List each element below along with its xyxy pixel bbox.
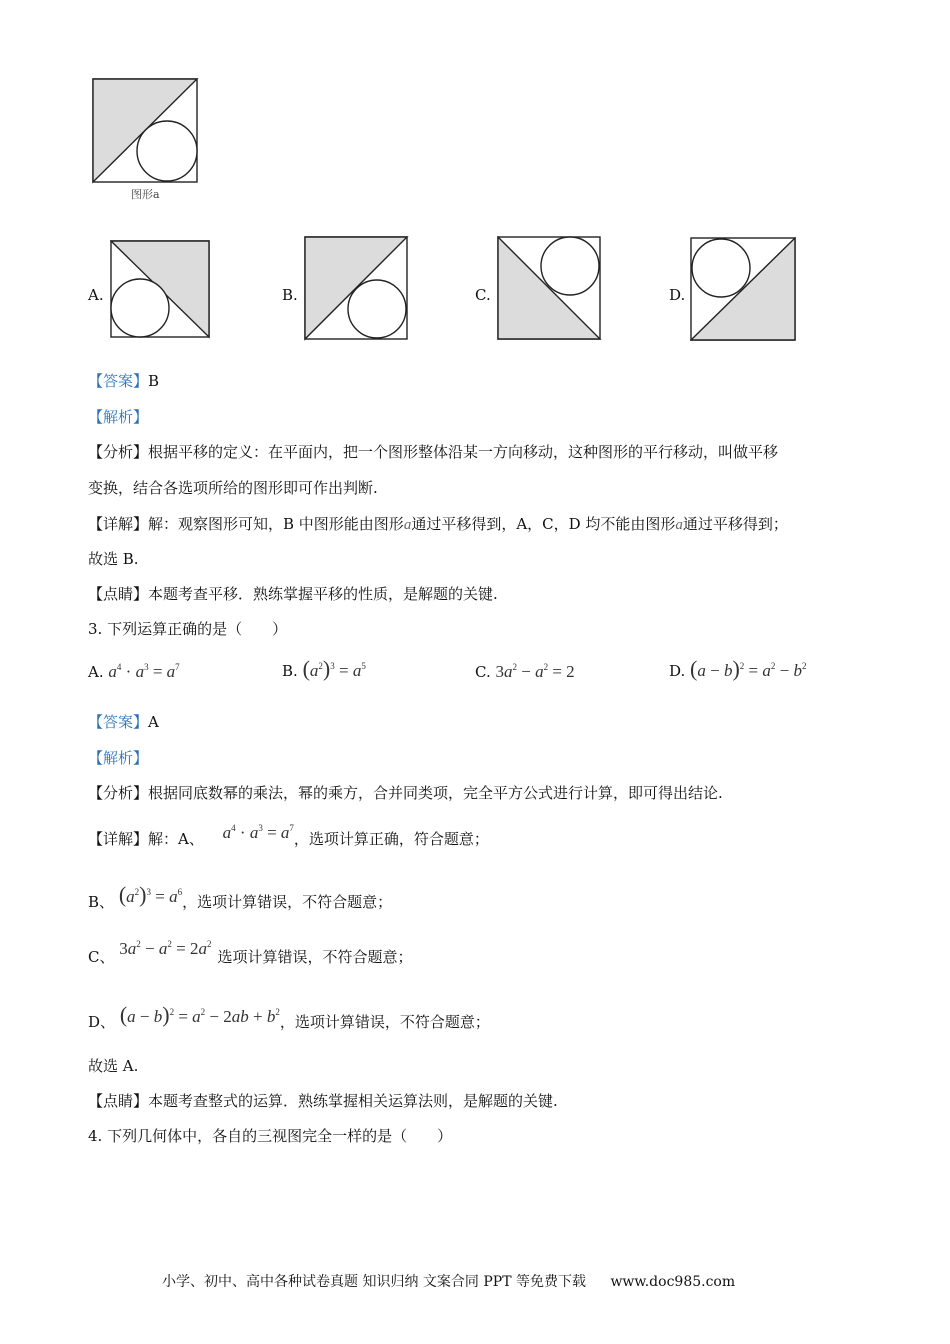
q3-answer-line xyxy=(88,711,159,732)
answer-value: B xyxy=(148,372,160,390)
answer-tag: 【答案】 xyxy=(88,713,149,731)
footer-url[interactable]: www.doc985.com xyxy=(610,1274,736,1290)
line-b-tail: ，选项计算错误，不符合题意； xyxy=(182,893,393,911)
option-a-figure xyxy=(110,240,212,340)
option-a-label: A. xyxy=(88,286,104,304)
fenxi-text: 根据平移的定义：在平面内，把一个图形整体沿某一方向移动，这种图形的平行移动，叫做平移 xyxy=(148,443,779,461)
q2-fenxi-line-1 xyxy=(88,441,778,462)
line-d-tail: ，选项计算错误，不符合题意； xyxy=(279,1013,490,1031)
option-b-figure xyxy=(304,236,410,342)
fenxi-text: 根据同底数幂的乘法，幂的乘方，合并同类项，完全平方公式进行计算，即可得出结论. xyxy=(148,784,723,802)
q2-dianjing-line xyxy=(88,583,498,604)
q3-option-a xyxy=(88,662,180,682)
line-d-label: D、 xyxy=(88,1013,116,1031)
q3-stem: 3. 下列运算正确的是（ ） xyxy=(88,620,288,638)
q2-guxuan: 故选 B. xyxy=(88,550,139,568)
q3-guxuan: 故选 A. xyxy=(88,1057,139,1075)
answer-value: A xyxy=(148,713,159,731)
q3-xiangjie-a xyxy=(88,823,489,849)
q3-option-a-expr: $a^4 \cdot a^3 = a^7$ xyxy=(108,662,180,681)
figure-a-caption: 图形a xyxy=(131,188,160,201)
q3-option-label: C. xyxy=(475,663,491,681)
xiangjie-text: 通过平移得到； xyxy=(682,515,788,533)
option-b-label: B. xyxy=(282,286,298,304)
jiexi-tag: 【解析】 xyxy=(88,749,149,767)
dianjing-tag: 【点睛】 xyxy=(88,585,149,603)
q3-option-c-expr: $3a^2 - a^2 = 2$ xyxy=(495,662,575,681)
dianjing-text: 本题考查平移．熟练掌握平移的性质，是解题的关键. xyxy=(148,585,498,603)
var-a: a xyxy=(675,517,683,533)
option-d-figure xyxy=(690,237,798,343)
q3-fenxi-line xyxy=(88,782,723,803)
q3-option-label: B. xyxy=(282,662,298,680)
dianjing-tag: 【点睛】 xyxy=(88,1092,149,1110)
q3-dianjing-line xyxy=(88,1090,558,1111)
q3-xiangjie-d xyxy=(88,1002,490,1033)
q3-option-d xyxy=(669,656,806,682)
xiangjie-lead: 解：A、 xyxy=(148,830,204,848)
line-c-tail: 选项计算错误，不符合题意； xyxy=(217,948,413,966)
expr-c: $3a^2 - a^2 = 2a^2$ xyxy=(119,939,212,958)
expr-b: $(a^2)^3 = a^6$ xyxy=(118,882,183,907)
expr-d: $(a - b)^2 = a^2 - 2ab + b^2$ xyxy=(119,1002,280,1027)
line-b-label: B、 xyxy=(88,893,115,911)
q3-option-label: D. xyxy=(669,662,686,680)
fenxi-tag: 【分析】 xyxy=(88,784,149,802)
option-d-label: D. xyxy=(669,286,686,304)
footer xyxy=(162,1271,735,1291)
q2-fenxi-line-2: 变换，结合各选项所给的图形即可作出判断. xyxy=(88,479,378,497)
q4-stem: 4. 下列几何体中，各自的三视图完全一样的是（ ） xyxy=(88,1127,453,1145)
dianjing-text: 本题考查整式的运算．熟练掌握相关运算法则，是解题的关键. xyxy=(148,1092,558,1110)
fenxi-tag: 【分析】 xyxy=(88,443,149,461)
xiangjie-tag: 【详解】 xyxy=(88,515,149,533)
option-c-label: C. xyxy=(475,286,491,304)
option-c-figure xyxy=(497,236,603,342)
q3-xiangjie-b xyxy=(88,882,393,913)
xiangjie-tag: 【详解】 xyxy=(88,830,149,848)
q2-xiangjie-line xyxy=(88,513,788,534)
figure-a xyxy=(92,78,200,184)
xiangjie-text: 解：观察图形可知，B 中图形能由图形 xyxy=(148,515,404,533)
answer-tag: 【答案】 xyxy=(88,372,149,390)
q3-option-c xyxy=(475,662,575,682)
q3-xiangjie-c xyxy=(88,939,413,967)
var-a: a xyxy=(403,517,412,533)
q3-option-b xyxy=(282,656,366,682)
expr-a: $a^4 \cdot a^3 = a^7$ xyxy=(222,823,294,842)
footer-text: 小学、初中、高中各种试卷真题 知识归纳 文案合同 PPT 等免费下载 xyxy=(162,1274,586,1290)
q3-option-d-expr: $(a - b)^2 = a^2 - b^2$ xyxy=(690,656,807,681)
jiexi-tag: 【解析】 xyxy=(88,408,149,426)
line-a-tail: ，选项计算正确，符合题意； xyxy=(293,830,489,848)
q3-option-label: A. xyxy=(88,663,104,681)
xiangjie-text: 通过平移得到，A，C，D 均不能由图形 xyxy=(411,515,676,533)
q2-answer-line xyxy=(88,370,159,391)
q3-option-b-expr: $(a^2)^3 = a^5$ xyxy=(302,656,366,681)
line-c-label: C、 xyxy=(88,948,115,966)
